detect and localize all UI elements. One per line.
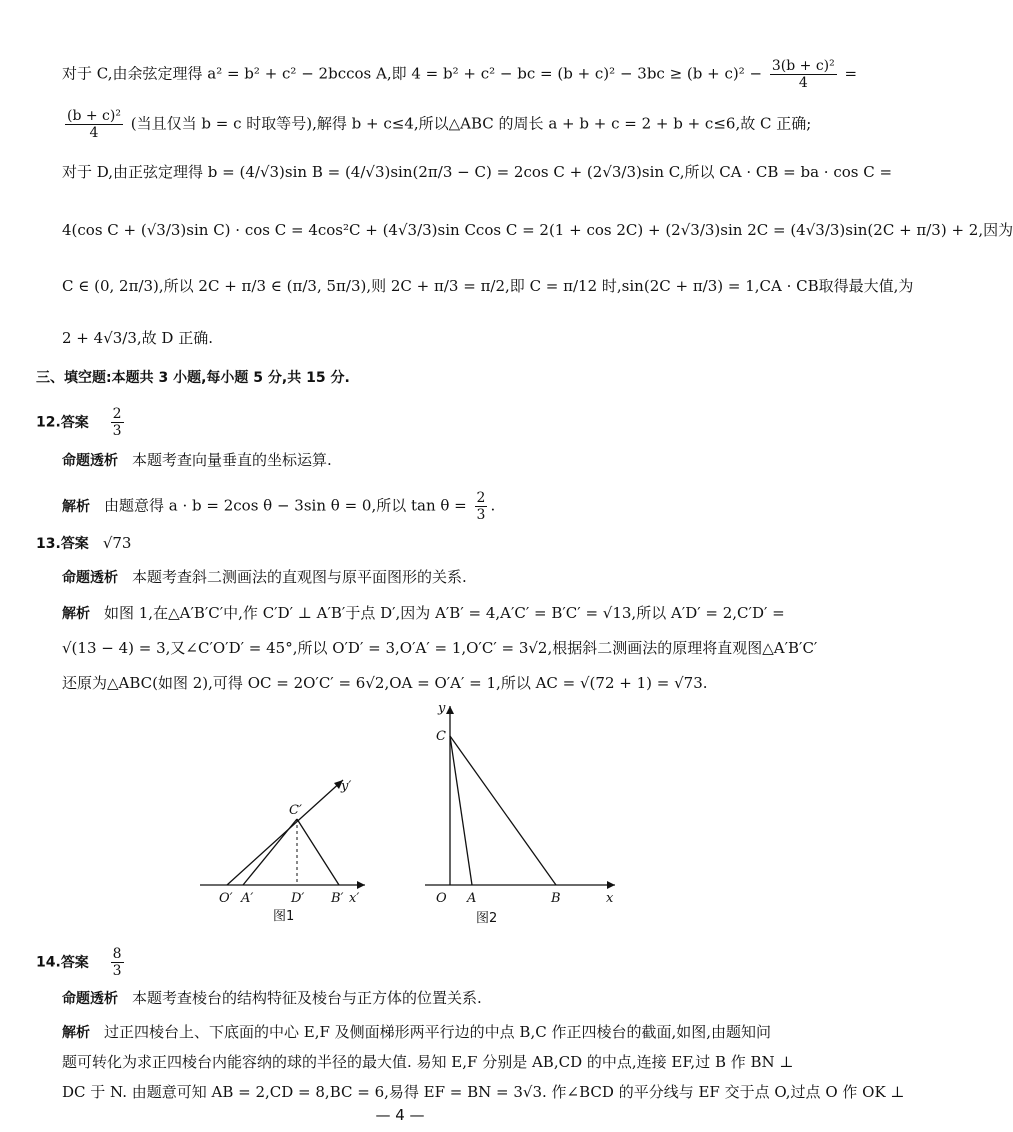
label-A: A bbox=[467, 891, 477, 906]
figure-2-caption: 图2 bbox=[476, 911, 498, 926]
solution-line-c2: $\frac{\text{(b + c)²}}{4}$ (当且仅当 b = c 时取等号),解得 b + c≤4,所以△ABC 的周长 a + b + c = 2 + b + c≤6,故 C 正确; bbox=[67, 108, 812, 141]
solution-line-d4: 2 + 4√3/3,故 D 正确. bbox=[62, 329, 213, 347]
y-arrow bbox=[446, 706, 454, 714]
fraction: $\frac{2}{3}$ bbox=[476, 490, 486, 523]
answer-fraction: $\frac{2}{3}$ bbox=[112, 406, 122, 439]
q12-analysis: 解析 由题意得 a · b = 2cos θ − 3sin θ = 0,所以 tan θ = $\frac{2}{3}$ . bbox=[62, 490, 496, 523]
label-B: B bbox=[551, 891, 561, 906]
x-arrow bbox=[357, 881, 365, 889]
label-B: B′ bbox=[331, 891, 344, 906]
page-number: — 4 — bbox=[375, 1106, 425, 1124]
side-cb bbox=[450, 736, 556, 885]
y-axis bbox=[227, 780, 343, 885]
label-y: y′ bbox=[341, 779, 352, 794]
section-heading: 三、填空题:本题共 3 小题,每小题 5 分,共 15 分. bbox=[36, 370, 350, 386]
solution-line-d1: 对于 D,由正弦定理得 b = (4/√3)sin B = (4/√3)sin(2π/3 − C) = 2cos C + (2√3/3)sin C,所以 CA · CB = ba · cos C = bbox=[62, 163, 893, 181]
label-D: D′ bbox=[291, 891, 305, 906]
label-C: C bbox=[436, 729, 446, 744]
q13-analysis-3: 还原为△ABC(如图 2),可得 OC = 2O′C′ = 6√2,OA = O′A′ = 1,所以 AC = √(72 + 1) = √73. bbox=[62, 674, 708, 692]
figure-1 bbox=[195, 760, 375, 930]
q13-answer: 13.答案 √73 bbox=[36, 534, 132, 552]
solution-line-c1: 对于 C,由余弦定理得 a² = b² + c² − 2bccos A,即 4 = b² + c² − bc = (b + c)² − 3bc ≥ (b + c)² − $\frac{\text{3(b + c)²}}{4}$ = bbox=[62, 58, 858, 91]
fraction: $\frac{\text{3(b + c)²}}{4}$ bbox=[771, 58, 835, 91]
answer-fraction: $\frac{8}{3}$ bbox=[112, 946, 122, 979]
q12-intent: 命题透析 本题考查向量垂直的坐标运算. bbox=[62, 451, 332, 469]
q13-intent: 命题透析 本题考查斜二测画法的直观图与原平面图形的关系. bbox=[62, 568, 467, 586]
side-ac bbox=[243, 819, 297, 885]
label-O: O bbox=[436, 891, 447, 906]
side-ca bbox=[450, 736, 472, 885]
figure-2 bbox=[420, 700, 630, 932]
solution-line-d2: 4(cos C + (√3/3)sin C) · cos C = 4cos²C + (4√3/3)sin Ccos C = 2(1 + cos 2C) + (2√3/3)sin 2C = (4√3/3)sin(2C + π/3) + 2,因为 bbox=[62, 221, 1013, 239]
q13-analysis-2: √(13 − 4) = 3,又∠C′O′D′ = 45°,所以 O′D′ = 3,O′A′ = 1,O′C′ = 3√2,根据斜二测画法的原理将直观图△A′B′C′ bbox=[62, 639, 818, 657]
label-A: A′ bbox=[241, 891, 254, 906]
q14-analysis-3: DC 于 N. 由题意可知 AB = 2,CD = 8,BC = 6,易得 EF = BN = 3√3. 作∠BCD 的平分线与 EF 交于点 O,过点 O 作 OK ⊥ bbox=[62, 1083, 905, 1101]
q14-answer: 14.答案 $\frac{8}{3}$ bbox=[36, 946, 122, 979]
solution-line-d3: C ∈ (0, 2π/3),所以 2C + π/3 ∈ (π/3, 5π/3),则 2C + π/3 = π/2,即 C = π/12 时,sin(2C + π/3) = 1,CA · CB取得最大值,为 bbox=[62, 277, 914, 295]
fraction: $\frac{\text{(b + c)²}}{4}$ bbox=[67, 108, 121, 141]
q13-analysis-1: 解析 如图 1,在△A′B′C′中,作 C′D′ ⊥ A′B′于点 D′,因为 A′B′ = 4,A′C′ = B′C′ = √13,所以 A′D′ = 2,C′D′ = bbox=[62, 604, 785, 622]
q14-analysis-1: 解析 过正四棱台上、下底面的中心 E,F 及侧面梯形两平行边的中点 B,C 作正四棱台的截面,如图,由题知问 bbox=[62, 1023, 772, 1041]
figure-1-caption: 图1 bbox=[273, 909, 295, 924]
side-bc bbox=[297, 819, 339, 885]
label-x: x bbox=[606, 891, 614, 906]
label-C: C′ bbox=[289, 803, 302, 818]
x-arrow bbox=[607, 881, 615, 889]
label-x: x′ bbox=[349, 891, 360, 906]
q14-intent: 命题透析 本题考查棱台的结构特征及棱台与正方体的位置关系. bbox=[62, 989, 482, 1007]
q12-answer: 12.答案 $\frac{2}{3}$ bbox=[36, 406, 122, 439]
q14-analysis-2: 题可转化为求正四棱台内能容纳的球的半径的最大值. 易知 E,F 分别是 AB,CD 的中点,连接 EF,过 B 作 BN ⊥ bbox=[62, 1053, 794, 1071]
label-y: y bbox=[438, 701, 446, 716]
label-O: O′ bbox=[219, 891, 233, 906]
